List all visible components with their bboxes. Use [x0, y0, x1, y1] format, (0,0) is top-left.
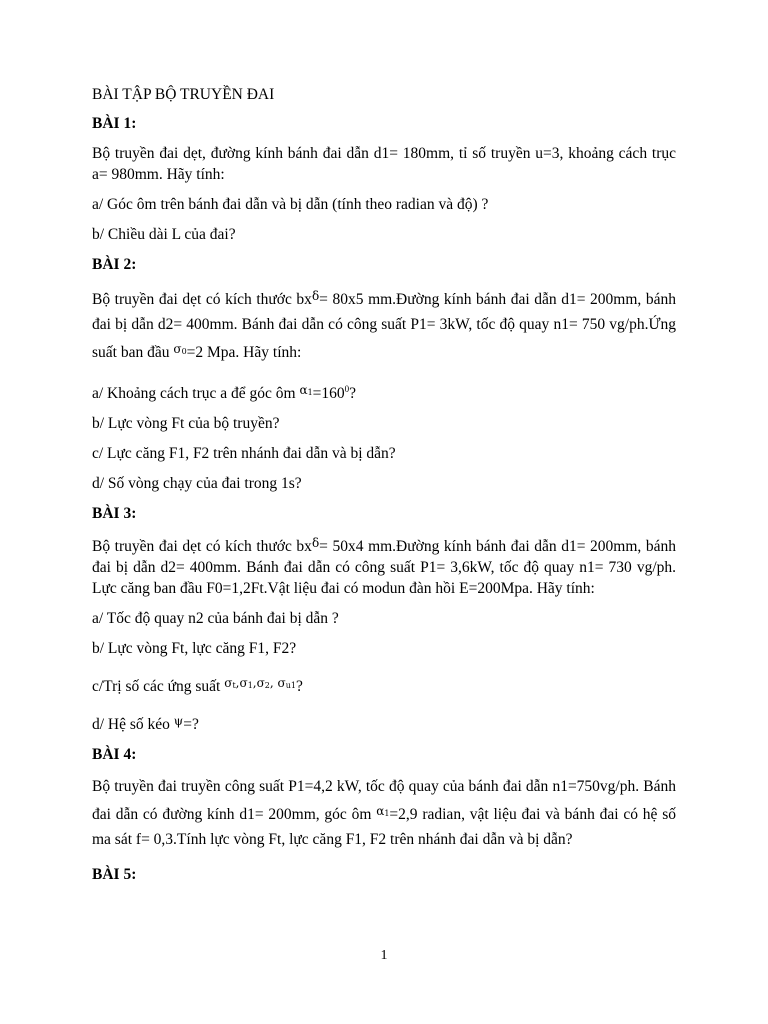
exercise-4-intro	[92, 774, 676, 852]
exercise-2-heading: BÀI 2:	[92, 256, 137, 273]
exercise-2-intro-text-3: =2 Mpa. Hãy tính:	[186, 344, 302, 361]
exercise-1-question-b: b/ Chiều dài L của đai?	[92, 226, 236, 243]
exercise-2-intro	[92, 284, 676, 365]
exercise-3-question-c-text-1: c/Trị số các ứng suất	[92, 678, 225, 695]
exercise-1-question-a: a/ Góc ôm trên bánh đai dẫn và bị dẫn (tính theo radian và độ) ?	[92, 196, 489, 213]
alpha-symbol	[299, 383, 312, 397]
exercise-2-intro-text-1: Bộ truyền đai dẹt có kích thước bx	[92, 291, 312, 308]
alpha-symbol	[376, 804, 389, 818]
exercise-3-question-a: a/ Tốc độ quay n2 của bánh đai bị dẫn ?	[92, 610, 339, 627]
exercise-3-question-b: b/ Lực vòng Ft, lực căng F1, F2?	[92, 640, 297, 657]
delta-symbol: δ	[311, 289, 320, 303]
exercise-3-question-c	[92, 673, 676, 697]
stress-symbols	[224, 676, 296, 690]
exercise-2-question-a-text-2: =160	[312, 385, 345, 402]
exercise-4-heading: BÀI 4:	[92, 746, 137, 763]
document-title: BÀI TẬP BỘ TRUYỀN ĐAI	[92, 86, 275, 103]
sigma-subscript: 0	[181, 347, 187, 356]
page-number: 1	[380, 948, 388, 963]
delta-symbol: δ	[311, 536, 320, 550]
exercise-3-question-d-text-2: =?	[183, 716, 199, 733]
sigma-subscript: u1	[285, 681, 296, 690]
exercise-3-question-d	[92, 711, 676, 735]
exercise-1-heading: BÀI 1:	[92, 115, 137, 132]
sigma-letter: ,σ	[252, 676, 265, 690]
exercise-2-question-b: b/ Lực vòng Ft của bộ truyền?	[92, 415, 280, 432]
exercise-2-question-c: c/ Lực căng F1, F2 trên nhánh đai dẫn và bị dẫn?	[92, 445, 396, 462]
sigma-subscript: 2	[264, 681, 270, 690]
psi-symbol: ψ	[173, 714, 184, 728]
exercise-2-intro-text-2: = 80x5 mm.Đường kính bánh đai dẫn d1= 200mm, bánh đai bị dẫn d2= 400mm. Bánh đai dẫn có công suất P1= 3kW, tốc độ quay n1= 750 vg/ph.Ứng suất ban đầu	[92, 291, 676, 361]
exercise-5-heading: BÀI 5:	[92, 866, 137, 883]
degree-superscript: 0	[344, 384, 350, 394]
document-page	[92, 84, 676, 894]
exercise-2-question-a-text-1: a/ Khoảng cách trục a để góc ôm	[92, 385, 300, 402]
alpha-letter: α	[299, 383, 308, 397]
sigma-letter: σ	[224, 676, 233, 690]
exercise-4-intro-text-1: Bộ truyền đai truyền công suất P1=4,2 kW, tốc độ quay của bánh đai dẫn n1=750vg/ph. Bánh đai dẫn có đường kính d1= 200mm, góc ôm	[92, 778, 676, 823]
sigma-letter: ,σ	[235, 676, 248, 690]
exercise-3-heading: BÀI 3:	[92, 505, 137, 522]
exercise-2-question-a-text-3: ?	[349, 385, 357, 402]
exercise-3-question-d-text-1: d/ Hệ số kéo	[92, 716, 174, 733]
exercise-1-intro: Bộ truyền đai dẹt, đường kính bánh đai dẫn d1= 180mm, tỉ số truyền u=3, khoảng cách trục a= 980mm. Hãy tính:	[92, 145, 676, 183]
sigma-symbol	[173, 342, 186, 356]
sigma-subscript: 1	[247, 681, 253, 690]
sigma-subscript: t	[232, 681, 236, 690]
alpha-letter: α	[376, 804, 385, 818]
sigma-letter: σ	[173, 342, 182, 356]
exercise-3-question-c-text-2: ?	[295, 678, 303, 695]
exercise-3-intro	[92, 533, 676, 599]
exercise-4-intro-text-2: =2,9 radian, vật liệu đai và bánh đai có hệ số ma sát f= 0,3.Tính lực vòng Ft, lực căng F1, F2 trên nhánh đai dẫn và bị dẫn?	[92, 806, 676, 848]
alpha-subscript: 1	[307, 388, 313, 397]
exercise-2-question-a	[92, 379, 676, 404]
exercise-3-intro-text-2: = 50x4 mm.Đường kính bánh đai dẫn d1= 200mm, bánh đai bị dẫn d2= 400mm. Bánh đai dẫn có công suất P1= 3,6kW, tốc độ quay n1= 730 vg/ph. Lực căng ban đầu F0=1,2Ft.Vật liệu đai có modun đàn hồi E=200Mpa. Hãy tính:	[92, 538, 676, 597]
exercise-3-intro-text-1: Bộ truyền đai dẹt có kích thước bx	[92, 538, 312, 555]
sigma-letter: , σ	[269, 676, 286, 690]
alpha-subscript: 1	[384, 809, 390, 818]
exercise-2-question-d: d/ Số vòng chạy của đai trong 1s?	[92, 475, 302, 492]
